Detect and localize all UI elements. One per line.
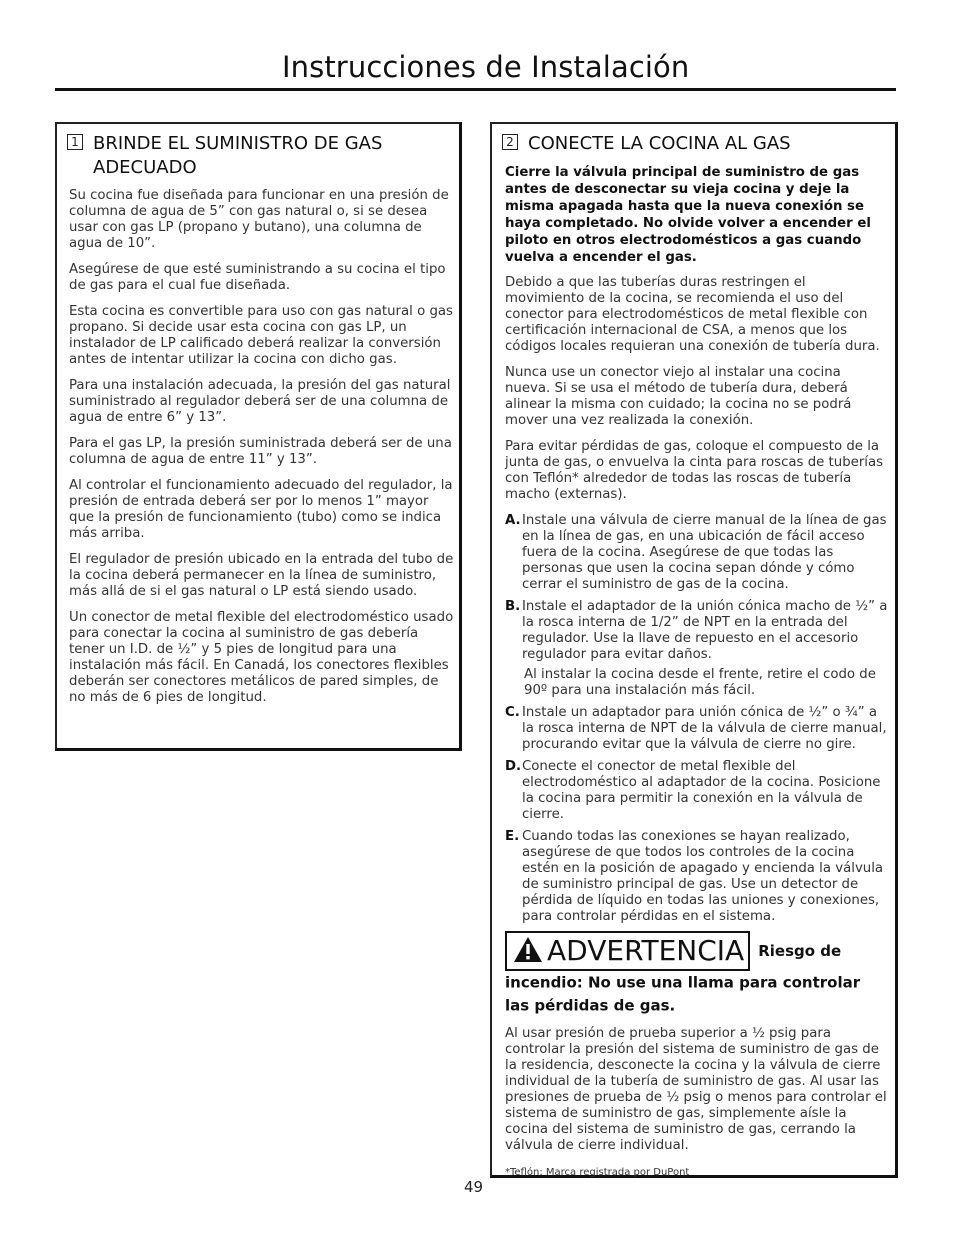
step-text: Conecte el conector de metal flexible del electrodoméstico al adaptador de la cocina. Posicione la cocina para permitir la conexión en la válvula de cierre. <box>522 759 881 822</box>
step2-content <box>505 164 889 1190</box>
step2-box <box>490 122 898 1178</box>
title-rule <box>55 88 896 91</box>
warning-text: Riesgo de incendio: No use una llama para controlar las pérdidas de gas. <box>505 942 861 1014</box>
warning-badge-label: ADVERTENCIA <box>547 934 745 967</box>
step1-paragraph: Su cocina fue diseñada para funcionar en una presión de columna de agua de 5” con gas natural o, si se desea usar con gas LP (propano y butano), una columna de agua de 10”. <box>69 188 449 251</box>
step2-intro-warning: Cierre la válvula principal de suministro de gas antes de desconectar su vieja cocina y deje la misma apagada hasta que la nueva conexión se haya completado. No olvide volver a encender el piloto en otros electrodomésticos a gas cuando vuelva a encender el gas. <box>505 165 871 265</box>
step-text: Cuando todas las conexiones se hayan realizado, asegúrese de que todos los controles de la cocina estén en la posición de apagado y encienda la válvula de suministro principal de gas. Use un detector de pérdida de líquido en todas las uniones y conexiones, para controlar pérdidas en el sistema. <box>522 829 884 924</box>
step1-paragraph: Al controlar el funcionamiento adecuado del regulador, la presión de entrada deberá ser por lo menos 1” mayor que la presión de funcionamiento (tubo) como se indica más arriba. <box>69 478 453 541</box>
page-title: Instrucciones de Instalación <box>282 50 690 84</box>
install-steps-list <box>505 513 889 925</box>
step2-title: CONECTE LA COCINA AL GAS <box>528 133 791 154</box>
warning-badge <box>505 931 750 971</box>
step1-box <box>55 122 462 751</box>
install-step-e <box>505 829 889 925</box>
step-text: Instale un adaptador para unión cónica de ½” o ¾” a la rosca interna de NPT de la válvula de cierre manual, procurando evitar que la válvula de cierre no gire. <box>522 705 887 752</box>
step1-paragraph: Para una instalación adecuada, la presión del gas natural suministrado al regulador deberá ser de una columna de agua de entre 6” y 13”. <box>69 378 451 425</box>
fire-warning <box>505 931 889 1016</box>
step-letter: D. <box>505 759 522 774</box>
step-subtext: Al instalar la cocina desde el frente, retire el codo de 90º para una instalación más fácil. <box>524 667 876 698</box>
step1-paragraph: Asegúrese de que esté suministrando a su cocina el tipo de gas para el cual fue diseñada. <box>69 262 446 293</box>
step-letter: E. <box>505 829 520 844</box>
step-letter: A. <box>505 513 521 528</box>
step-letter: C. <box>505 705 520 720</box>
step2-paragraph: Debido a que las tuberías duras restringen el movimiento de la cocina, se recomienda el uso del conector para electrodomésticos de metal flexible con certificación internacional de CSA, a menos que los códigos locales requieran una conexión de tubería dura. <box>505 275 880 354</box>
step-text: Instale el adaptador de la unión cónica macho de ½” a la rosca interna de 1/2” de NPT en la entrada del regulador. Use la llave de repuesto en el accesorio regulador para evitar daños. <box>522 599 888 662</box>
install-step-d <box>505 759 889 823</box>
step1-content <box>69 188 455 716</box>
step1-paragraph: Un conector de metal flexible del electrodoméstico usado para conectar la cocina al suministro de gas debería tener un I.D. de ½” y 5 pies de longitud para una instalación más fácil. En Canadá, los conectores flexibles deberán ser conectores metálicos de pared simples, de no más de 6 pies de longitud. <box>69 610 454 705</box>
install-step-b <box>505 599 889 699</box>
step-letter: B. <box>505 599 521 614</box>
footnote: *Teflón: Marca registrada por DuPont <box>505 1167 690 1178</box>
step1-paragraph: Esta cocina es convertible para uso con gas natural o gas propano. Si decide usar esta cocina con gas LP, un instalador de LP calificado deberá realizar la conversión antes de intentar utilizar la cocina con dicho gas. <box>69 304 453 367</box>
step1-paragraph: Para el gas LP, la presión suministrada deberá ser de una columna de agua de entre 11” y 13”. <box>69 436 452 467</box>
step2-paragraph: Para evitar pérdidas de gas, coloque el compuesto de la junta de gas, o envuelva la cinta para roscas de tuberías con Teflón* alrededor de todas las roscas de tubería macho (externas). <box>505 439 884 502</box>
install-step-a <box>505 513 889 593</box>
step2-closing: Al usar presión de prueba superior a ½ psig para controlar la presión del sistema de suministro de gas de la residencia, desconecte la cocina y la válvula de cierre individual de la tubería de suministro de gas. Al usar las presiones de prueba de ½ psig o menos para controlar el sistema de suministro de gas, simplemente aísle la cocina del sistema de suministro de gas, cerrando la válvula de cierre individual. <box>505 1026 887 1153</box>
install-step-c <box>505 705 889 753</box>
step1-paragraph: El regulador de presión ubicado en la entrada del tubo de la cocina deberá permanecer en la línea de suministro, más allá de si el gas natural o LP está siendo usado. <box>69 552 454 599</box>
step1-number: 1 <box>67 134 83 150</box>
page-number: 49 <box>464 1178 484 1196</box>
warning-triangle-icon <box>513 936 543 963</box>
step1-title: BRINDE EL SUMINISTRO DE GAS ADECUADO <box>93 133 383 178</box>
step-text: Instale una válvula de cierre manual de la línea de gas en la línea de gas, en una ubicación de fácil acceso fuera de la cocina. Asegúrese de que todas las personas que usen la cocina sepan dónde y cómo cerrar el suministro de gas de la cocina. <box>522 513 887 592</box>
step2-paragraph: Nunca use un conector viejo al instalar una cocina nueva. Si se usa el método de tubería dura, deberá alinear la misma con cuidado; la cocina no se podrá mover una vez realizada la conexión. <box>505 365 852 428</box>
step2-number: 2 <box>502 134 518 150</box>
